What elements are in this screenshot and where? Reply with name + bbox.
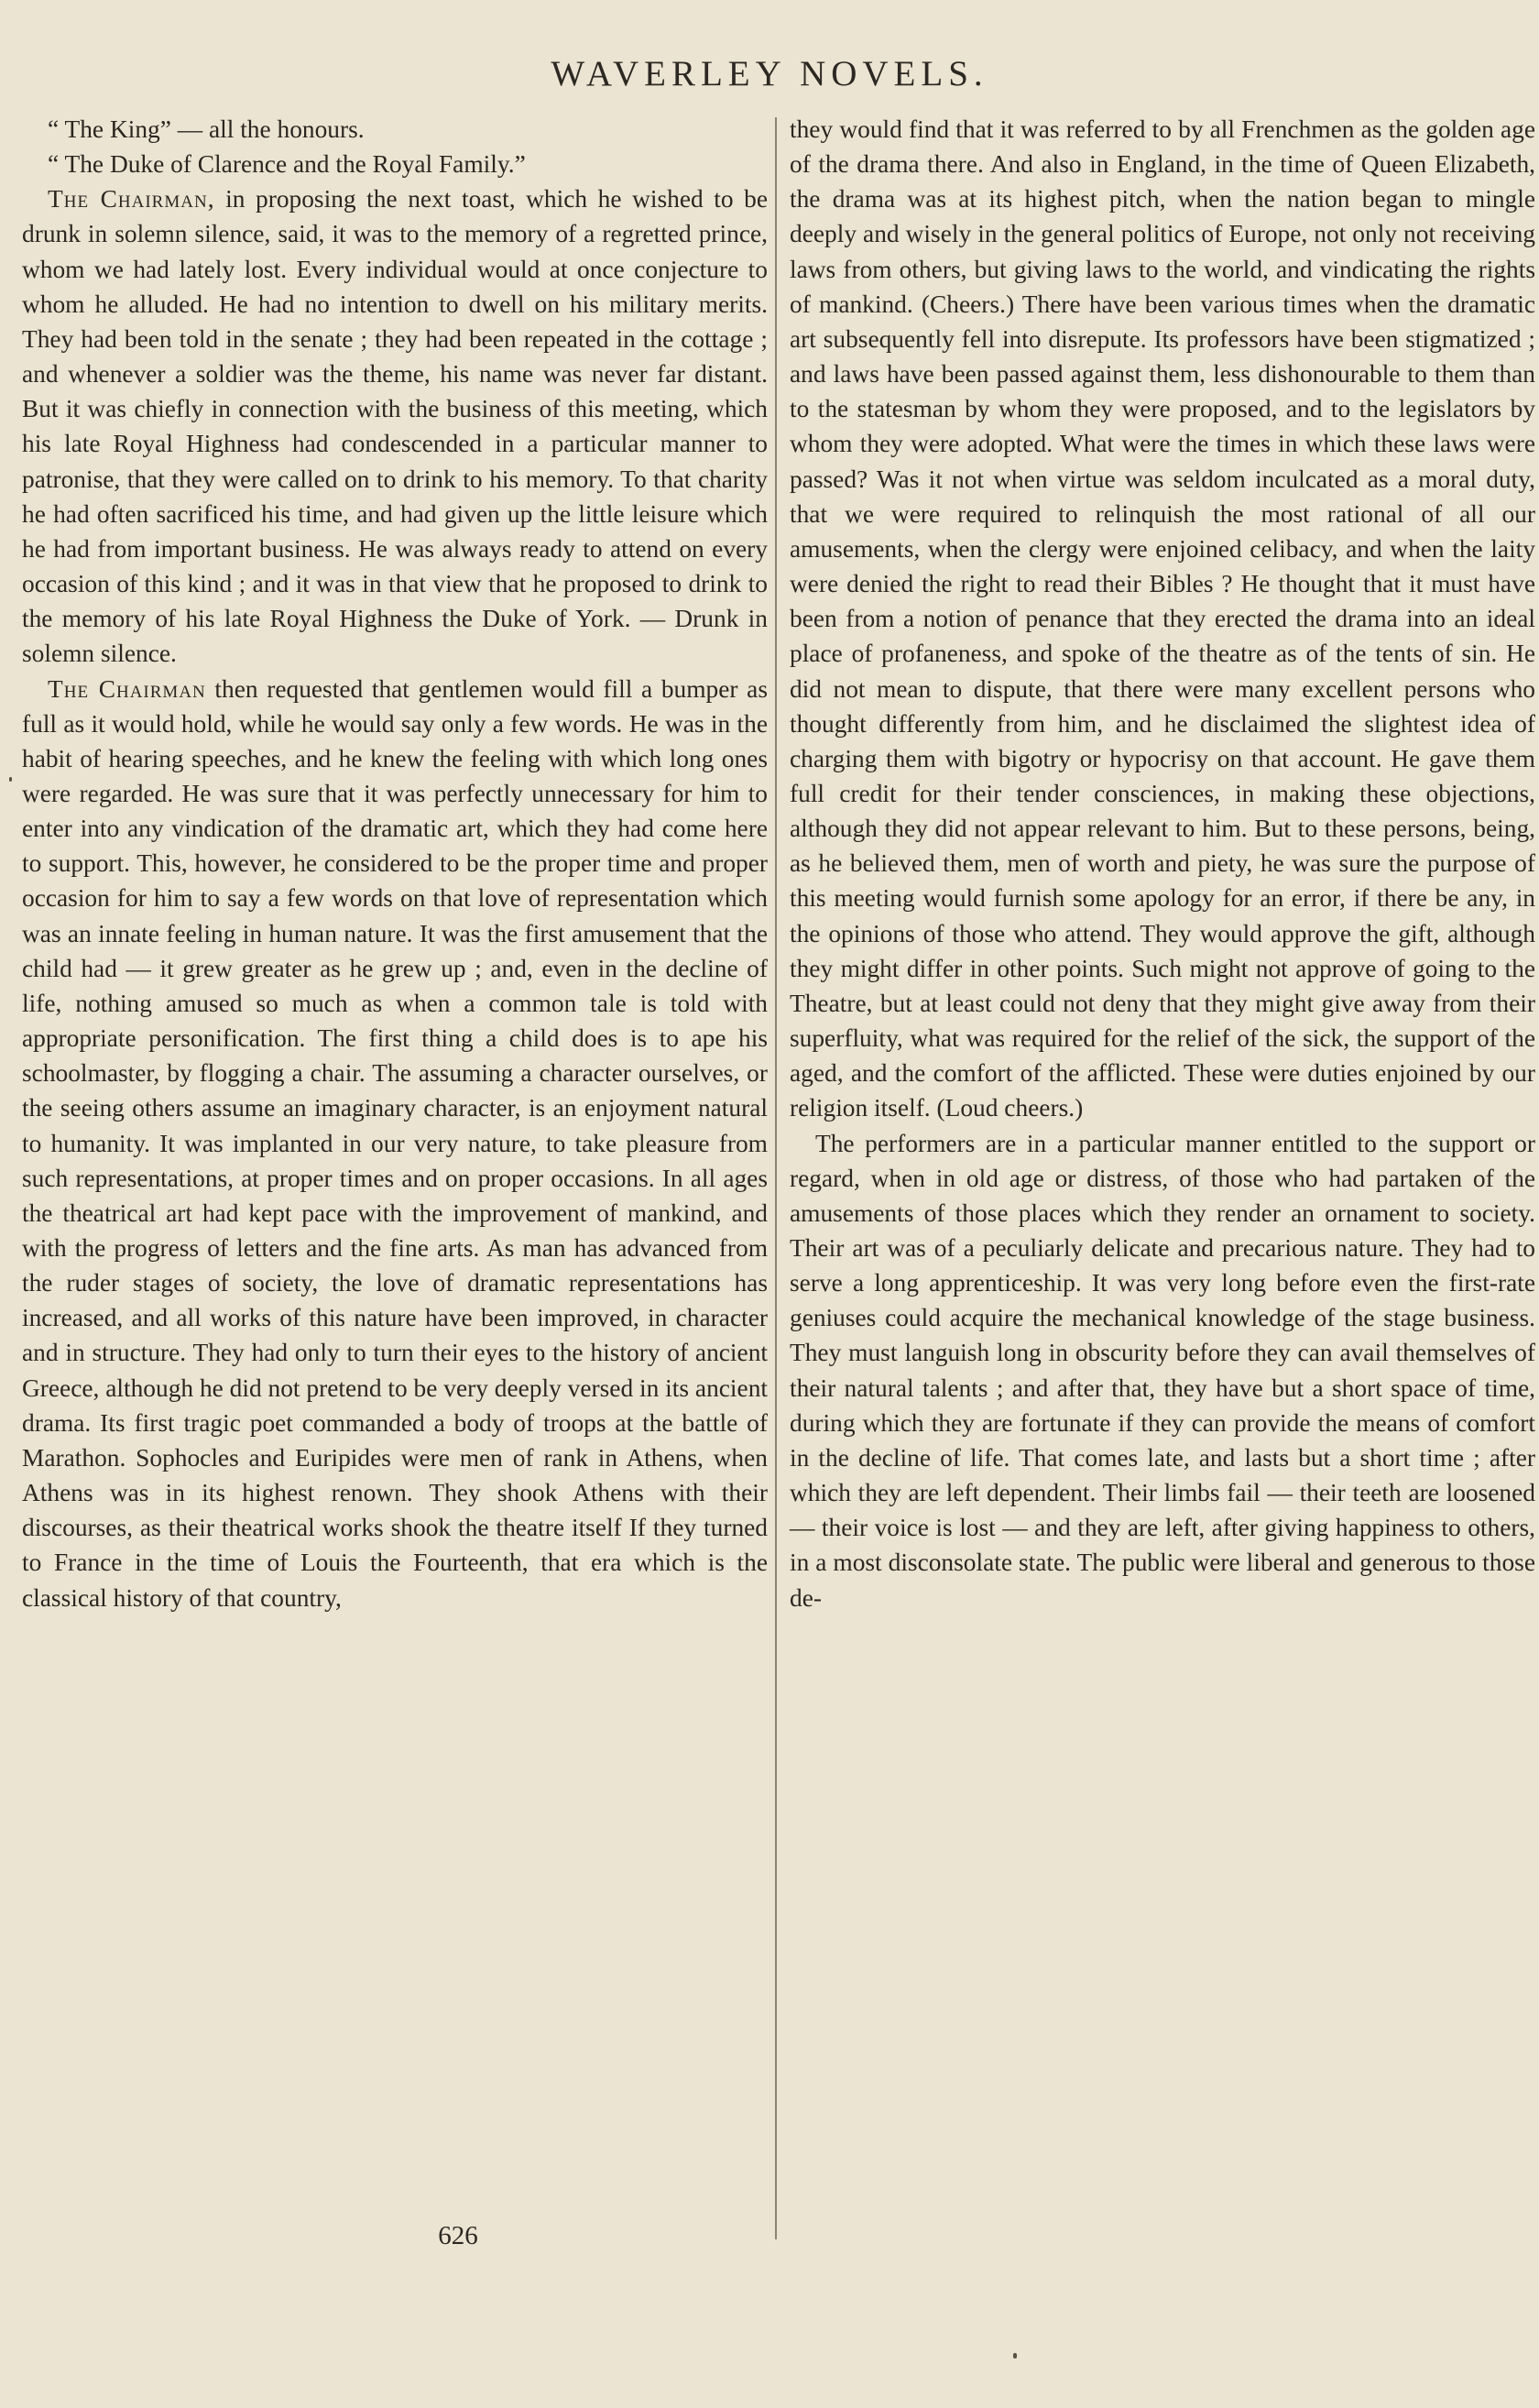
print-speck: [9, 777, 12, 782]
print-speck: [1013, 2353, 1017, 2359]
paragraph-text: in proposing the next toast, which he wished to be drunk in solemn silence, said, it was to the memory of a regretted prince, whom we had lately lost. Every individual would at once conjecture to whom he alluded. He had no intention to dwell on his military merits. They had been told in the senate ; they had been repeated in the cottage ; and whenever a soldier was the theme, his name was never far distant. But it was chiefly in connection with the business of this meeting, which his late Royal Highness had condescended in a particular manner to patronise, that they were called on to drink to his memory. To that charity he had often sacrificed his time, and had given up the little leisure which he had from important business. He was always ready to attend on every occasion of this kind ; and it was in that view that he proposed to drink to the memory of his late Royal Highness the Duke of York. — Drunk in solemn silence.: [22, 185, 768, 668]
toast-line-clarence: “ The Duke of Clarence and the Royal Family.”: [48, 150, 526, 179]
column-divider: [775, 117, 777, 2239]
toast-line-king: “ The King” — all the honours.: [48, 115, 365, 143]
right-column: [790, 112, 1535, 1615]
speaker-label: The Chairman: [48, 674, 206, 703]
paragraph-chairman-speech: [22, 672, 768, 1615]
running-head: WAVERLEY NOVELS.: [551, 54, 988, 93]
paragraph-performers: The performers are in a particular manner entitled to the support or regard, when in old age or distress, of those who had partaken of the amusements of those places which they render an ornament to society. Their art was of a peculiarly delicate and precarious nature. They had to serve a long apprenticeship. It was very long before even the first-rate geniuses could acquire the mechanical knowledge of the stage business. They must languish long in obscurity before they can avail themselves of their natural talents ; and after that, they have but a short space of time, during which they are fortunate if they can provide the means of comfort in the decline of life. That comes late, and lasts but a short time ; after which they are left dependent. Their limbs fail — their teeth are loosened — their voice is lost — and they are left, after giving happiness to others, in a most disconsolate state. The public were liberal and generous to those de-: [790, 1129, 1535, 1612]
paragraph-text: then requested that gentlemen would fill a bumper as full as it would hold, while he would say only a few words. He was in the habit of hearing speeches, and he knew the feeling with which long ones were regarded. He was sure that it was perfectly unnecessary for him to enter into any vindication of the dramatic art, which they had come here to support. This, however, he considered to be the proper time and proper occasion for him to say a few words on that love of representation which was an innate feeling in human nature. It was the first amusement that the child had — it grew greater as he grew up ; and, even in the decline of life, nothing amused so much as when a common tale is told with appropriate personification. The first thing a child does is to ape his schoolmaster, by flogging a chair. The assuming a character ourselves, or the seeing others assume an imaginary character, is an enjoyment natural to humanity. It was implanted in our very nature, to take pleasure from such representations, at proper times and on proper occasions. In all ages the theatrical art had kept pace with the improvement of mankind, and with the progress of letters and the fine arts. As man has advanced from the ruder stages of society, the love of dramatic representations has increased, and all works of this nature have been improved, in character and in structure. They had only to turn their eyes to the history of ancient Greece, although he did not pretend to be very deeply versed in its ancient drama. Its first tragic poet commanded a body of troops at the battle of Marathon. Sophocles and Euripides were men of rank in Athens, when Athens was in its highest renown. They shook Athens with their discourses, as their theatrical works shook the theatre itself If they turned to France in the time of Louis the Fourteenth, that era which is the classical history of that country,: [22, 674, 768, 1612]
page-number: 626: [438, 2221, 478, 2250]
paragraph-chairman-toast: [22, 181, 768, 671]
left-column: [22, 112, 768, 1615]
speaker-label: The Chairman,: [48, 185, 215, 213]
paragraph-continued: they would find that it was referred to by all Frenchmen as the golden age of the drama there. And also in England, in the time of Queen Elizabeth, the drama was at its highest pitch, when the nation began to mingle deeply and wisely in the general politics of Europe, not only not receiving laws from others, but giving laws to the world, and vindicating the rights of mankind. (Cheers.) There have been various times when the dramatic art subsequently fell into disrepute. Its professors have been stigmatized ; and laws have been passed against them, less dishonourable to them than to the statesman by whom they were proposed, and to the legislators by whom they were adopted. What were the times in which these laws were passed? Was it not when virtue was seldom inculcated as a moral duty, that we were required to relinquish the most rational of all our amusements, when the clergy were enjoined celibacy, and when the laity were denied the right to read their Bibles ? He thought that it must have been from a notion of penance that they erected the drama into an ideal place of profaneness, and spoke of the theatre as of the tents of sin. He did not mean to dispute, that there were many excellent persons who thought differently from him, and he disclaimed the slightest idea of charging them with bigotry or hypocrisy on that account. He gave them full credit for their tender consciences, in making these objections, although they did not appear relevant to him. But to these persons, being, as he believed them, men of worth and piety, he was sure the purpose of this meeting would furnish some apology for an error, if there be any, in the opinions of those who attend. They would approve the gift, although they might differ in other points. Such might not approve of going to the Theatre, but at least could not deny that they might give away from their superfluity, what was required for the relief of the sick, the support of the aged, and the comfort of the afflicted. These were duties enjoined by our religion itself. (Loud cheers.): [790, 115, 1535, 1122]
